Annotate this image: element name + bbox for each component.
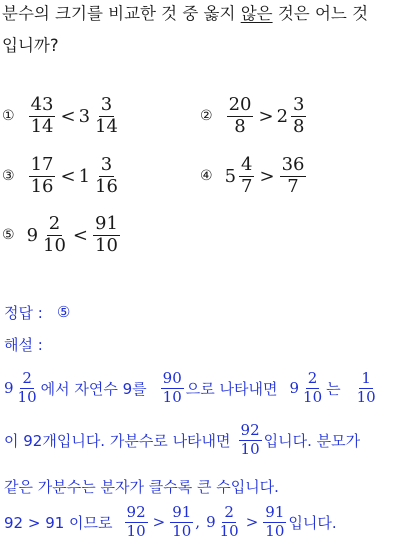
explanation-line-4 (4, 500, 337, 544)
exp1-fraction-2: $\frac{90}{10}$ (162, 369, 182, 406)
explanation-label: 해설 : (4, 335, 43, 354)
option-3-right-fraction: $\frac{3}{16}$ (95, 154, 118, 197)
exp4-fraction-4: $\frac{91}{10}$ (265, 503, 285, 540)
option-4-left-fraction: $\frac{4}{7}$ (241, 154, 253, 197)
option-1-right-fraction: $\frac{3}{14}$ (95, 94, 118, 137)
option-5[interactable] (2, 214, 122, 256)
option-5-left-fraction: $\frac{2}{10}$ (43, 213, 66, 256)
question-line2: 입니까? (2, 36, 59, 55)
explanation-line-3: 같은 가분수는 분자가 클수록 큰 수입니다. (4, 477, 279, 496)
option-3-marker: ③ (2, 168, 15, 185)
exp1-whole-1: 9 (4, 379, 14, 397)
option-2-marker: ② (200, 108, 213, 125)
option-2-right-fraction: $\frac{3}{8}$ (293, 94, 305, 137)
option-3[interactable] (2, 155, 122, 197)
option-2[interactable] (200, 95, 308, 137)
exp4-text-1: 92 > 91 이므로 (4, 513, 113, 532)
question-text (2, 0, 368, 62)
exp1-text-2: 으로 나타내면 (185, 379, 278, 398)
option-2-left-fraction: $\frac{20}{8}$ (228, 94, 252, 137)
answer-line (4, 300, 70, 324)
answer-label: 정답 : (4, 303, 43, 322)
question-underlined-word: 않은 (240, 4, 273, 23)
exp4-operator-2: > (245, 513, 259, 531)
option-5-left-whole: 9 (26, 224, 39, 246)
option-1-marker: ① (2, 108, 15, 125)
option-1-operator: < (60, 105, 76, 127)
option-1-left-fraction: $\frac{43}{14}$ (30, 94, 54, 137)
exp1-fraction-1: $\frac{2}{10}$ (17, 369, 37, 406)
exp2-text-1: 이 92개입니다. 가분수로 나타내면 (4, 431, 231, 450)
exp4-text-2: 입니다. (288, 513, 337, 532)
option-5-right-fraction: $\frac{91}{10}$ (95, 213, 118, 256)
exp4-operator-1: > (152, 513, 166, 531)
option-2-operator: > (258, 105, 274, 127)
option-1[interactable] (2, 95, 122, 137)
option-1-right-whole: 3 (78, 105, 91, 127)
option-5-marker: ⑤ (2, 227, 15, 244)
answer-value: ⑤ (56, 303, 71, 321)
exp4-whole-3: 9 (206, 513, 216, 531)
explanation-line-2 (4, 418, 360, 462)
option-4-marker: ④ (200, 168, 213, 185)
exp1-whole-3: 9 (289, 379, 300, 397)
exp4-fraction-1: $\frac{92}{10}$ (126, 503, 146, 540)
question-line1-part1: 분수의 크기를 비교한 것 중 옳지 (2, 4, 241, 23)
exp4-comma: , (195, 513, 201, 531)
exp4-fraction-3: $\frac{2}{10}$ (219, 503, 239, 540)
option-4-left-whole: 5 (224, 165, 237, 187)
question-line1-part2: 것은 어느 것 (272, 4, 369, 23)
option-4[interactable] (200, 155, 308, 197)
exp2-text-2: 입니다. 분모가 (263, 431, 361, 450)
option-4-operator: > (259, 165, 275, 187)
exp4-fraction-2: $\frac{91}{10}$ (172, 503, 192, 540)
explanation-line-1 (4, 366, 380, 410)
exp1-text-1: 에서 자연수 9를 (40, 379, 147, 398)
option-4-right-fraction: $\frac{36}{7}$ (281, 154, 305, 197)
exp1-fraction-4: $\frac{1}{10}$ (356, 369, 376, 406)
exp2-fraction: $\frac{92}{10}$ (240, 421, 260, 458)
option-5-operator: < (72, 224, 89, 246)
exp1-fraction-3: $\frac{2}{10}$ (303, 369, 323, 406)
exp1-text-3: 는 (326, 379, 341, 398)
option-3-left-fraction: $\frac{17}{16}$ (30, 154, 54, 197)
option-2-right-whole: 2 (276, 105, 289, 127)
option-3-operator: < (60, 165, 76, 187)
option-3-right-whole: 1 (78, 165, 91, 187)
